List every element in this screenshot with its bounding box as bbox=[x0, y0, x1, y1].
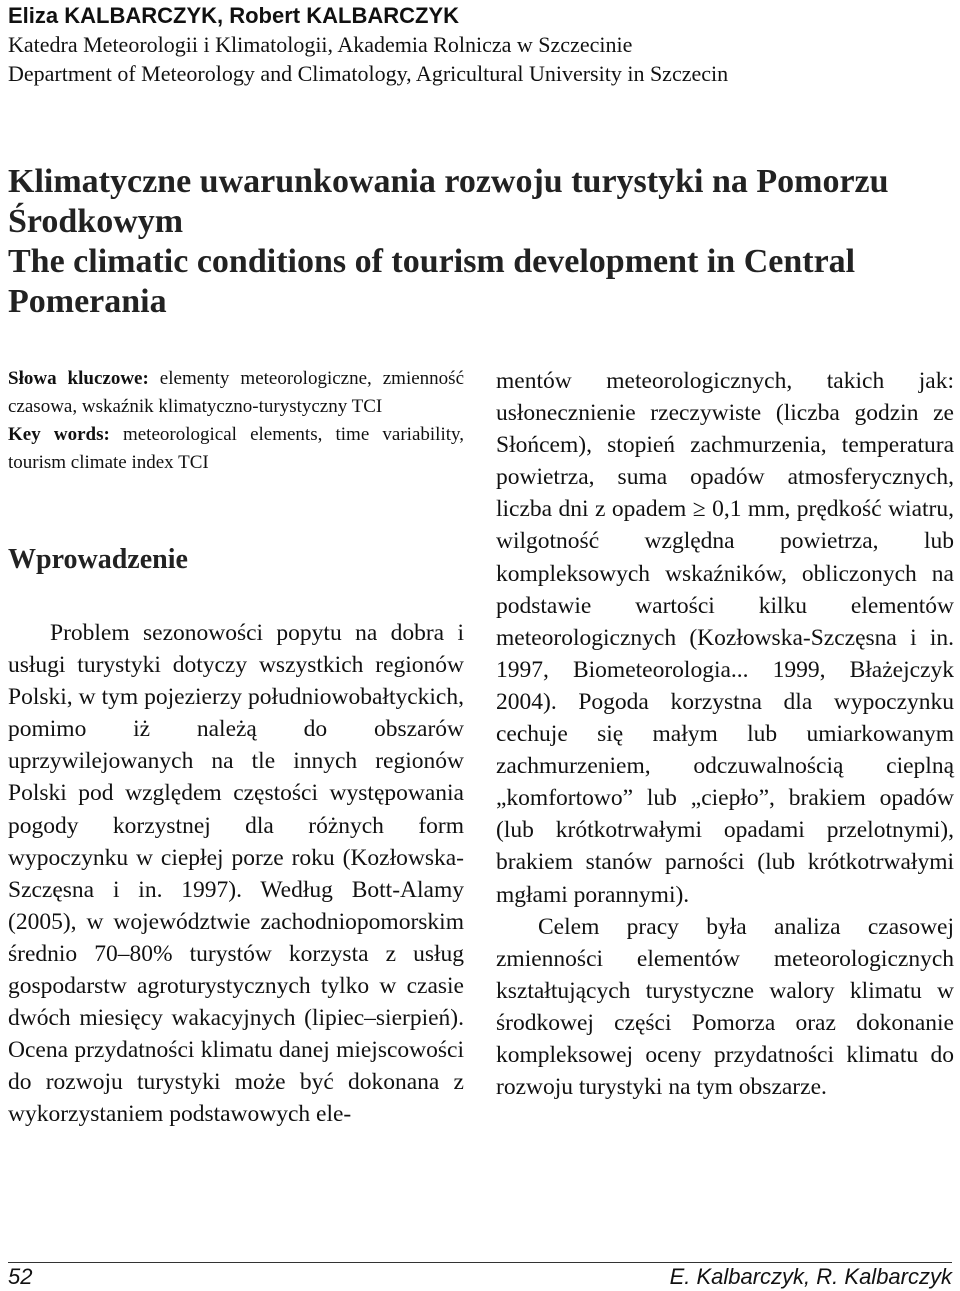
keywords-english-text: meteorological elements, time variability, tourism climate index TCI bbox=[8, 424, 465, 473]
keywords-polish-label: Słowa kluczowe: bbox=[8, 368, 149, 389]
right-column bbox=[496, 365, 954, 1103]
aim-paragraph: Celem pracy była analiza czasowej zmienności elementów meteorologicznych kształtujących turystyczne walory klimatu w środkowej części Pomorza oraz dokonanie kompleksowej oceny przydatności klimatu do rozwoju turystyki na tym obszarze. bbox=[496, 913, 954, 1101]
article-titles bbox=[8, 162, 952, 322]
section-heading: Wprowadzenie bbox=[8, 544, 188, 575]
page-number: 52 bbox=[8, 1264, 33, 1289]
affiliation-polish: Katedra Meteorologii i Klimatologii, Akademia Rolnicza w Szczecinie bbox=[8, 32, 633, 57]
keywords-polish bbox=[8, 365, 464, 421]
affiliation-english: Department of Meteorology and Climatology, Agricultural University in Szczecin bbox=[8, 61, 729, 86]
keywords-polish-text: elementy meteorologiczne, zmienność czasowa, wskaźnik klimatyczno-turystyczny TCI bbox=[8, 368, 465, 417]
running-head: E. Kalbarczyk, R. Kalbarczyk bbox=[669, 1264, 952, 1289]
intro-paragraph-left: Problem sezonowości popytu na dobra i usługi turystyki dotyczy wszystkich regionów Polski, w tym pojezierzy południowobałtyckich, pomimo iż należą do obszarów uprzywilejowanych na tle innych regionów Polski pod względem częstości występowania pogody korzystnej dla różnych form wypoczynku w ciepłej porze roku (Kozłowska-Szczęsna i in. 1997). Według Bott-Alamy (2005), w województwie zachodniopomorskim średnio 70–80% turystów korzysta z usług gospodarstw agroturystycznych tylko w czasie dwóch miesięcy wakacyjnych (lipiec–sierpień). Ocena przydatności klimatu danej miejscowości do rozwoju turystyki może być dokonana z wykorzystaniem podstawowych ele- bbox=[8, 620, 464, 1128]
keywords-english bbox=[8, 421, 464, 477]
left-column bbox=[8, 365, 464, 1131]
title-english: The climatic conditions of tourism development in Central Pomerania bbox=[8, 243, 856, 320]
keywords-english-label: Key words: bbox=[8, 424, 110, 445]
intro-paragraph-continued: mentów meteorologicznych, takich jak: usłonecznienie rzeczywiste (liczba godzin ze Słońcem), stopień zachmurzenia, temperatura powietrza, suma opadów atmosferycznych, liczba dni z opadem ≥ 0,1 mm, prędkość wiatru, wilgotność względna powietrza, lub kompleksowych wskaźników, obliczonych na podstawie wartości kilku elementów meteorologicznych (Kozłowska-Szczęsna i in. 1997, Biometeorologia... 1999, Błażejczyk 2004). Pogoda korzystna dla wypoczynku cechuje się małym lub umiarkowanym zachmurzeniem, odczuwalnością cieplną „komfortowo” lub „ciepło”, brakiem opadów (lub krótkotrwałymi opadami przelotnymi), brakiem stanów parności (lub krótkotrwałymi mgłami porannymi). bbox=[496, 368, 954, 908]
title-polish: Klimatyczne uwarunkowania rozwoju turystyki na Pomorzu Środkowym bbox=[8, 163, 889, 240]
footer-rule bbox=[8, 1262, 952, 1263]
authors: Eliza KALBARCZYK, Robert KALBARCZYK bbox=[8, 3, 459, 28]
article-header bbox=[8, 2, 952, 88]
